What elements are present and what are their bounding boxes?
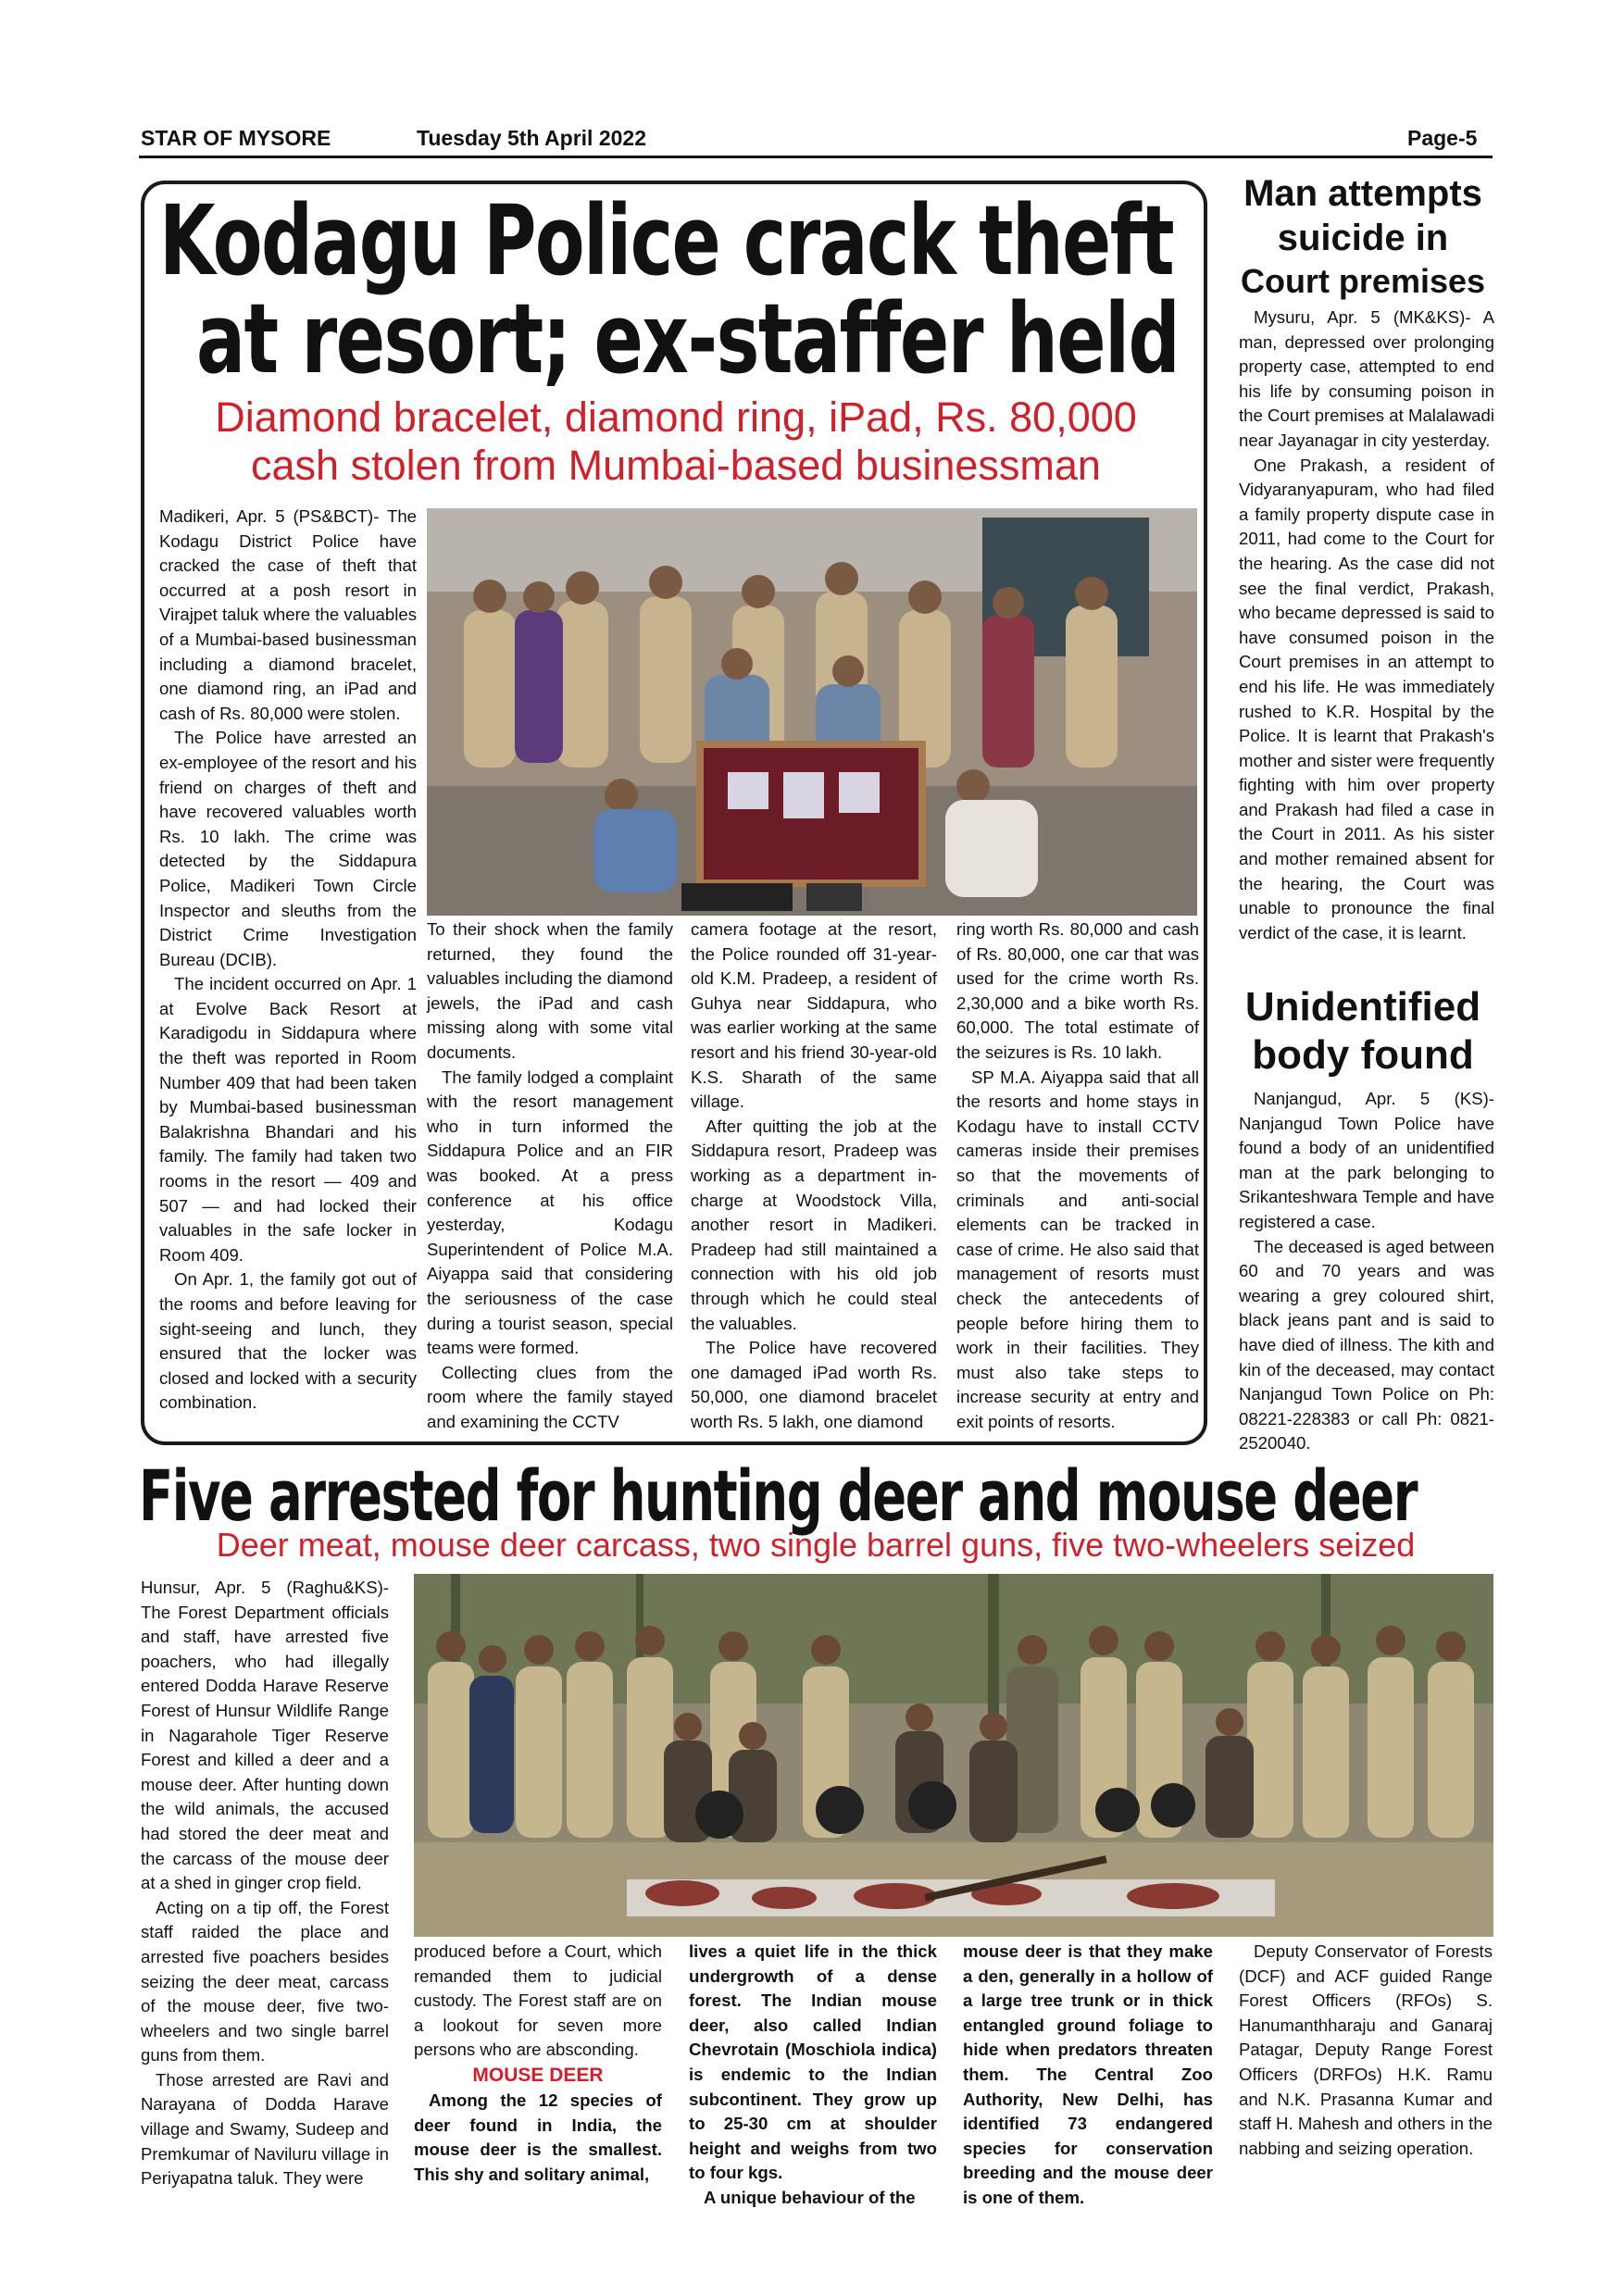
lead-headline-line1: Kodagu Police crack theft [159, 184, 1174, 297]
paragraph: On Apr. 1, the family got out of the rooms and before leaving for sight-seeing and lunch, they ensured that the locker was closed and locked with a security combination. [159, 1269, 417, 1413]
paragraph: produced before a Court, which remanded them to judicial custody. The Forest staff are on a lookout for seven more persons who are absconding. [414, 1941, 662, 2060]
body-found-title-line2: body found [1252, 1032, 1474, 1078]
hunting-story-column-2 [414, 1940, 662, 2187]
paragraph: Those arrested are Ravi and Narayana of Dodda Harave village and Swamy, Sudeep and Premkumar of Naviluru village in Periyapatna taluk. They were [141, 2069, 389, 2189]
lead-story-column-3 [691, 917, 937, 1434]
lead-headline-line2: at resort; ex-staffer held [196, 282, 1180, 395]
paragraph: A unique behaviour of the [704, 2187, 916, 2207]
paragraph: To their shock when the family returned, they found the valuables including the diamond jewels, the iPad and cash missing along with some vital documents. [427, 919, 673, 1062]
lead-story-column-1 [159, 505, 417, 1416]
hunting-story-column-1 [141, 1576, 389, 2191]
issue-date: Tuesday 5th April 2022 [417, 126, 646, 150]
hunting-story-column-5 [1239, 1940, 1493, 2161]
paragraph: Deputy Conservator of Forests (DCF) and ACF guided Range Forest Officers (RFOs) S. Hanumanthharaju and Ganaraj Patagar, Deputy Range Forest Officers (DRFOs) H.K. Ramu and N.K. Prasanna Kumar and staff H. Mahesh and others in the nabbing and seizing operation. [1239, 1941, 1493, 2158]
paragraph: After quitting the job at the Siddapura resort, Pradeep was working as a department in-charge at Woodstock Villa, another resort in Madikeri. Pradeep had still maintained a connection with his old job through which he could steal the valuables. [691, 1116, 937, 1333]
paragraph: mouse deer is that they make a den, generally in a hollow of a large tree trunk or in thick entangled ground foliage to hide when predators threaten them. The Central Zoo Authority, New Delhi, has identified 73 endangered species for conservation breeding and the mouse deer is one of them. [963, 1941, 1213, 2207]
lead-story-column-2 [427, 917, 673, 1434]
paragraph: Mysuru, Apr. 5 (MK&KS)- A man, depressed over prolonging property case, attempted to end his life by consuming poison in the Court premises at Malalawadi near Jayanagar in city yesterday. [1239, 307, 1494, 450]
paragraph: The deceased is aged between 60 and 70 years and was wearing a grey coloured shirt, black jeans pant and is said to have died of illness. The kith and kin of the deceased, may contact Nanjangud Town Police on Ph: 08221-228383 or call Ph: 0821-2520040. [1239, 1236, 1494, 1454]
paragraph: The Police have recovered one damaged iPad worth Rs. 50,000, one diamond bracelet worth Rs. 5 lakh, one diamond [691, 1338, 937, 1431]
police-group-photo-icon [427, 508, 1197, 916]
paragraph: ring worth Rs. 80,000 and cash of Rs. 80,000, one car that was used for the crime worth Rs. 2,30,000 and a bike worth Rs. 60,000. The total estimate of the seizures is Rs. 10 lakh. [956, 919, 1199, 1062]
paragraph: The family lodged a complaint with the resort management who in turn informed the Siddapura Police and an FIR was booked. At a press conference at his office yesterday, Kodagu Superintendent of Police M.A. Aiyappa said that considering the seriousness of the case during a tourist season, special teams were formed. [427, 1067, 673, 1358]
hunting-story-subhead: Deer meat, mouse deer carcass, two single barrel guns, five two-wheelers seized [216, 1526, 1416, 1564]
hunting-story-headline: Five arrested for hunting deer and mouse deer [139, 1454, 1418, 1537]
lead-subhead-line2: cash stolen from Mumbai-based businessman [251, 442, 1101, 489]
paragraph: Collecting clues from the room where the family stayed and examining the CCTV [427, 1362, 673, 1431]
hunting-story-column-4 [963, 1940, 1213, 2211]
paragraph: Madikeri, Apr. 5 (PS&BCT)- The Kodagu District Police have cracked the case of theft that occurred at a posh resort in Virajpet taluk where the valuables of a Mumbai-based businessman including a diamond bracelet, one diamond ring, an iPad and cash of Rs. 80,000 were stolen. [159, 506, 417, 723]
hunting-story-column-3 [689, 1940, 937, 2211]
paragraph: lives a quiet life in the thick undergrowth of a dense forest. The Indian mouse deer, also called Indian Chevrotain (Moschiola indica) is endemic to the Indian subcontinent. They grow up to 25-30 cm at shoulder height and weighs from two to four kgs. [689, 1941, 937, 2183]
mouse-deer-crosshead: MOUSE DEER [472, 2064, 604, 2086]
lead-subhead-line1: Diamond bracelet, diamond ring, iPad, Rs. 80,000 [215, 393, 1137, 441]
paragraph: Acting on a tip off, the Forest staff raided the place and arrested five poachers besides seizing the deer meat, carcass of the mouse deer, five two-wheelers and two single barrel guns from them. [141, 1897, 389, 2065]
paragraph: Among the 12 species of deer found in India, the mouse deer is the smallest. This shy and solitary animal, [414, 2090, 662, 2184]
paragraph: One Prakash, a resident of Vidyaranyapuram, who had filed a family property dispute case in 2011, had come to the Court for the hearing. As the case did not see the final verdict, Prakash, who became depressed is said to have consumed poison in the Court premises in an attempt to end his life. He was immediately rushed to K.R. Hospital by the Police. It is learnt that Prakash's mother and sister were frequently fighting with him over property and Prakash had filed a case in the Court in 2011. As his sister and mother remained absent for the hearing, the Court was unable to pronounce the final verdict of the case, it is learnt. [1239, 455, 1494, 942]
header-rule [139, 156, 1493, 158]
hunting-photo [414, 1574, 1493, 1937]
paragraph: Hunsur, Apr. 5 (Raghu&KS)- The Forest Department officials and staff, have arrested five poachers, who had illegally entered Dodda Harave Reserve Forest of Hunsur Wildlife Range in Nagarahole Tiger Reserve Forest and killed a deer and a mouse deer. After hunting down the wild animals, the accused had stored the deer meat and the carcass of the mouse deer at a shed in ginger crop field. [141, 1578, 389, 1893]
paragraph: The Police have arrested an ex-employee of the resort and his friend on charges of theft and have recovered valuables worth Rs. 10 lakh. The crime was detected by the Siddapura Police, Madikeri Town Circle Inspector and sleuths from the District Crime Investigation Bureau (DCIB). [159, 728, 417, 969]
suicide-story-title-line3: Court premises [1240, 262, 1486, 300]
paragraph: Nanjangud, Apr. 5 (KS)- Nanjangud Town Police have found a body of an unidentified man at the park belonging to Srikanteshwara Temple and have registered a case. [1239, 1089, 1494, 1231]
paragraph: camera footage at the resort, the Police rounded off 31-year-old K.M. Pradeep, a resident of Guhya near Siddapura, who was earlier working at the same resort and his friend 30-year-old K.S. Sharath of the same village. [691, 919, 937, 1112]
suicide-story-title-line1: Man attempts [1243, 173, 1482, 214]
lead-story-column-4 [956, 917, 1199, 1434]
suicide-story-body [1239, 306, 1494, 945]
paper-name: STAR OF MYSORE [141, 126, 331, 150]
paragraph: The incident occurred on Apr. 1 at Evolve Back Resort at Karadigodu in Siddapura where the theft was reported in Room Number 409 that had been taken by Mumbai-based businessman Balakrishna Bhandari and his family. The family had taken two rooms in the resort — 409 and 507 — and had locked their valuables in the safe locker in Room 409. [159, 974, 417, 1265]
body-found-title-line1: Unidentified [1244, 984, 1481, 1029]
paragraph: SP M.A. Aiyappa said that all the resorts and home stays in Kodagu have to install CCTV cameras inside their premises so that the movements of criminals and anti-social elements can be tracked in case of crime. He also said that management of resorts must check the antecedents of people before hiring them to work in their facilities. They must also take steps to increase security at entry and exit points of resorts. [956, 1067, 1199, 1431]
suicide-story-title-line2: suicide in [1277, 218, 1449, 258]
forest-group-photo-icon [414, 1574, 1493, 1937]
body-found-story-body [1239, 1087, 1494, 1456]
page-number: Page-5 [1407, 126, 1478, 150]
lead-photo [427, 508, 1197, 916]
